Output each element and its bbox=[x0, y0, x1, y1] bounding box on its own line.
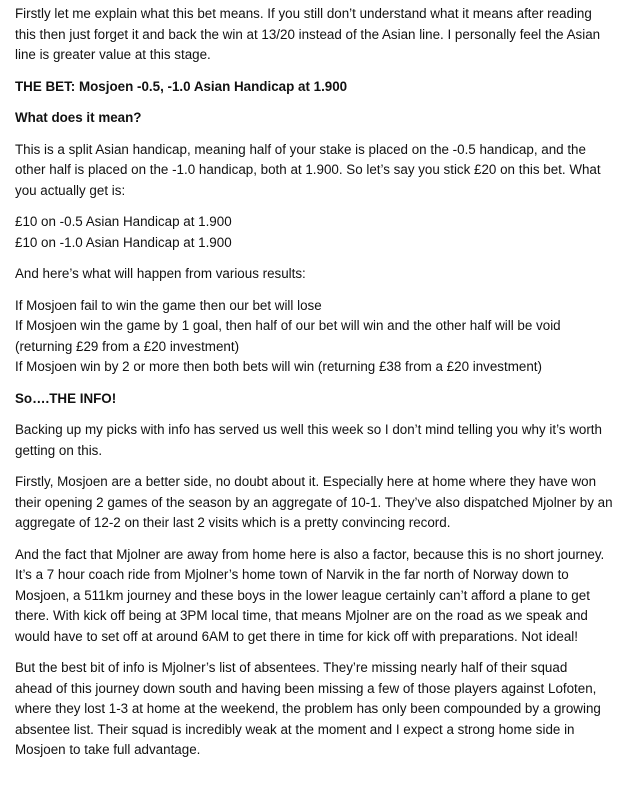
text-line: And the fact that Mjolner are away from home here is also a factor, because this is no short journey. bbox=[15, 546, 605, 562]
text-line: you actually get is: bbox=[15, 182, 126, 198]
text-line: other half is placed on the -1.0 handicap, both at 1.900. So let’s say you stick £20 on this bet. What bbox=[15, 162, 601, 177]
info-heading bbox=[15, 389, 627, 410]
text-line: Firstly, Mosjoen are a better side, no doubt about it. Especially here at home where they have won bbox=[15, 474, 597, 489]
text-line: Firstly let me explain what this bet means. If you still don’t understand what it means after reading bbox=[15, 6, 592, 21]
results-intro: And here’s what will happen from various results: bbox=[15, 266, 306, 281]
text-line: this then just forget it and back the win at 13/20 instead of the Asian line. I personally feel the Asian bbox=[15, 26, 601, 42]
results-list bbox=[15, 296, 627, 378]
meaning-heading-text: What does it mean? bbox=[15, 110, 142, 125]
intro-paragraph bbox=[15, 4, 627, 66]
stakes-list bbox=[15, 212, 627, 253]
text-line: where they lost 1-3 at home at the weekend, the problem has only been compounded by a growing bbox=[15, 701, 601, 716]
text-line: Backing up my picks with info has served us well this week so I don’t mind telling you why it’s worth bbox=[15, 422, 602, 437]
text-line: there. With kick off being at 3PM local time, that means Mjolner are on the road as we speak and bbox=[15, 608, 588, 623]
info-paragraph-3 bbox=[15, 545, 627, 648]
text-line: their opening 2 games of the season by an aggregate of 10-1. They’ve also dispatched Mjolner by an bbox=[15, 494, 613, 510]
info-heading-text: So….THE INFO! bbox=[15, 390, 117, 406]
text-line: getting on this. bbox=[15, 442, 103, 458]
text-line: would have to set off at around 6AM to get there in time for kick off with preparations. Not ideal! bbox=[15, 628, 578, 644]
result-line: If Mosjoen win by 2 or more then both bets will win (returning £38 from a £20 investment) bbox=[15, 359, 542, 374]
bet-heading bbox=[15, 77, 627, 98]
stake-line: £10 on -0.5 Asian Handicap at 1.900 bbox=[15, 214, 232, 229]
text-line: absentee list. Their squad is incredibly weak at the moment and I expect a strong home side in bbox=[15, 721, 575, 737]
article-body bbox=[15, 4, 627, 772]
text-line: aggregate of 12-2 on their last 2 visits which is a pretty convincing record. bbox=[15, 515, 451, 530]
meaning-heading bbox=[15, 108, 627, 129]
info-paragraph-4 bbox=[15, 658, 627, 761]
text-line: ahead of this journey down south and having been missing a few of those players against Lofoten, bbox=[15, 680, 597, 696]
stake-line: £10 on -1.0 Asian Handicap at 1.900 bbox=[15, 234, 232, 250]
result-line: (returning £29 from a £20 investment) bbox=[15, 338, 240, 354]
bet-heading-text: THE BET: Mosjoen -0.5, -1.0 Asian Handicap at 1.900 bbox=[15, 78, 348, 94]
explanation-paragraph bbox=[15, 140, 627, 202]
text-line: It’s a 7 hour coach ride from Mjolner’s home town of Narvik in the far north of Norway down to bbox=[15, 567, 569, 582]
text-line: But the best bit of info is Mjolner’s list of absentees. They’re missing nearly half of their squad bbox=[15, 660, 568, 675]
text-line: This is a split Asian handicap, meaning half of your stake is placed on the -0.5 handicap, and the bbox=[15, 141, 586, 157]
info-paragraph-2 bbox=[15, 472, 627, 534]
text-line: Mosjoen, a 511km journey and these boys in the lower league certainly can’t afford a plane to get bbox=[15, 587, 590, 603]
result-line: If Mosjoen win the game by 1 goal, then half of our bet will win and the other half will be void bbox=[15, 318, 561, 333]
text-line: Mosjoen to take full advantage. bbox=[15, 742, 201, 757]
result-line: If Mosjoen fail to win the game then our bet will lose bbox=[15, 297, 322, 313]
info-paragraph-1 bbox=[15, 420, 627, 461]
text-line: line is greater value at this stage. bbox=[15, 47, 211, 62]
